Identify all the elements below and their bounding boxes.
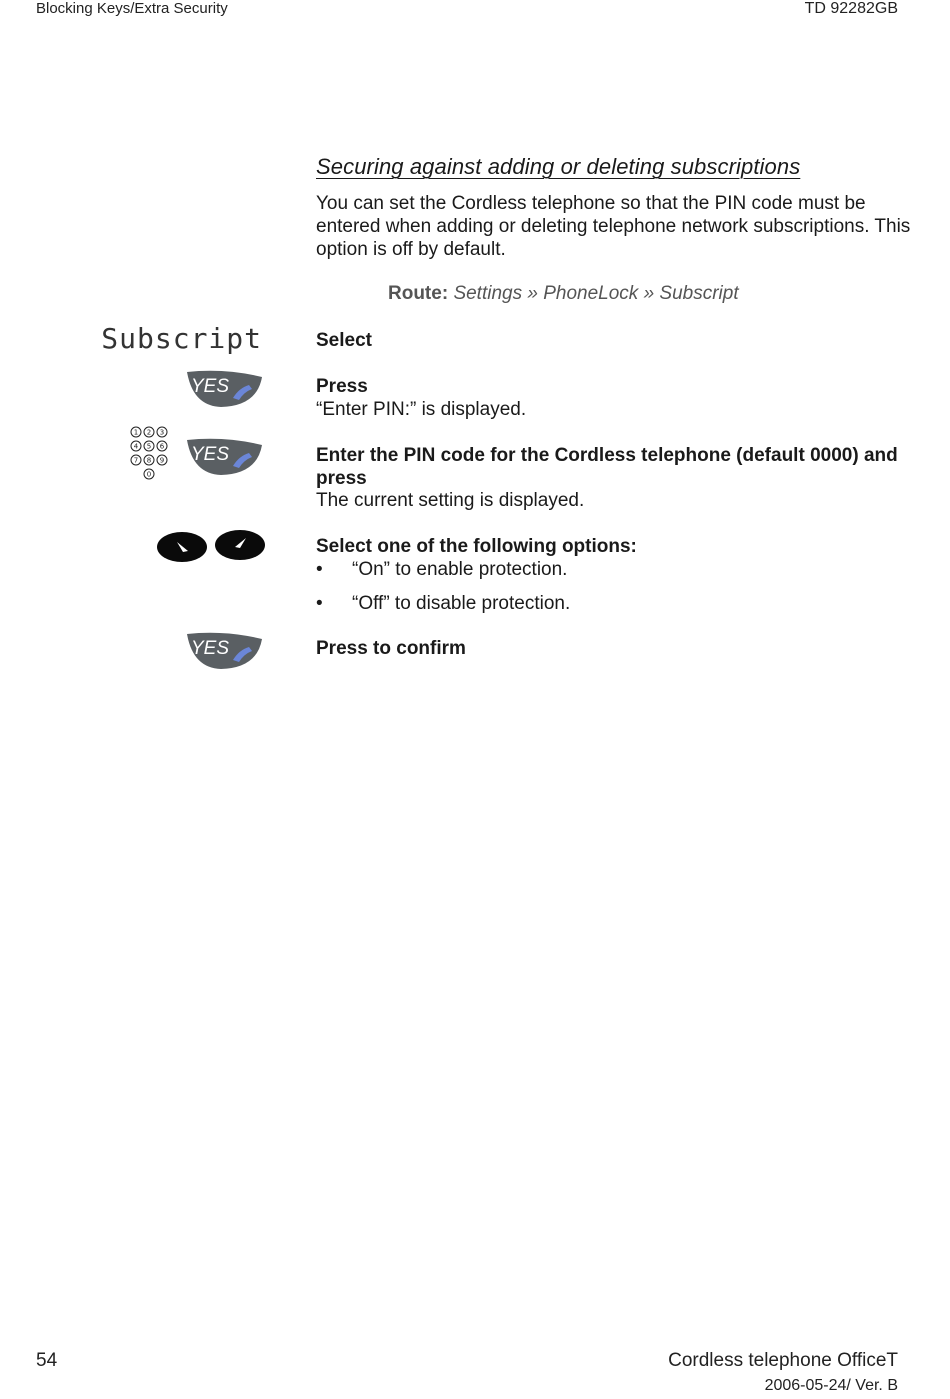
- footer-product-name: Cordless telephone OfficeT: [668, 1350, 898, 1371]
- bullet-icon: •: [316, 559, 323, 580]
- option-off-text: “Off” to disable protection.: [352, 593, 571, 614]
- keypad-digit: 7: [133, 456, 139, 465]
- keypad-digit: 9: [159, 456, 165, 465]
- yes-key-icon: [183, 438, 265, 478]
- yes-key-label: YES: [191, 638, 230, 659]
- header-section-title: Blocking Keys/Extra Security: [36, 0, 228, 17]
- keypad-digit: 6: [159, 442, 165, 451]
- page-number: 54: [36, 1350, 58, 1371]
- yes-key-icon: [183, 632, 265, 672]
- keypad-icon: [128, 424, 172, 482]
- step-select: Select: [316, 330, 372, 351]
- step-confirm: Press to confirm: [316, 638, 466, 659]
- section-intro: You can set the Cordless telephone so that the PIN code must be entered when adding or deleting telephone network subscriptions. This option is off by default.: [316, 193, 911, 260]
- step-enter-pin: Enter the PIN code for the Cordless telephone (default 0000) and press: [316, 445, 898, 489]
- header-document-id: TD 92282GB: [804, 0, 898, 17]
- option-on-text: “On” to enable protection.: [352, 559, 568, 580]
- route: [388, 283, 739, 305]
- yes-key-label: YES: [191, 444, 230, 465]
- step-options-heading: Select one of the following options:: [316, 536, 637, 557]
- step-press-note: “Enter PIN:” is displayed.: [316, 399, 527, 420]
- keypad-digit: 5: [146, 442, 152, 451]
- step-press: Press: [316, 376, 368, 397]
- route-label: Route:: [388, 283, 449, 304]
- section-title: Securing against adding or deleting subscriptions: [316, 154, 801, 179]
- keypad-digit: 8: [146, 456, 152, 465]
- lcd-display-text: Subscript: [101, 322, 262, 355]
- yes-key-icon: [183, 370, 265, 410]
- keypad-digit: 4: [133, 442, 139, 451]
- keypad-digit: 1: [133, 428, 139, 437]
- yes-key-label: YES: [191, 376, 230, 397]
- keypad-digit: 0: [146, 470, 152, 479]
- navigation-keys-icon: [155, 528, 267, 564]
- keypad-digit: 2: [146, 428, 152, 437]
- keypad-digit: 3: [159, 428, 165, 437]
- footer-version: 2006-05-24/ Ver. B: [764, 1377, 898, 1394]
- route-path: Settings » PhoneLock » Subscript: [453, 283, 739, 304]
- bullet-icon: •: [316, 593, 323, 614]
- step-enter-pin-note: The current setting is displayed.: [316, 490, 585, 511]
